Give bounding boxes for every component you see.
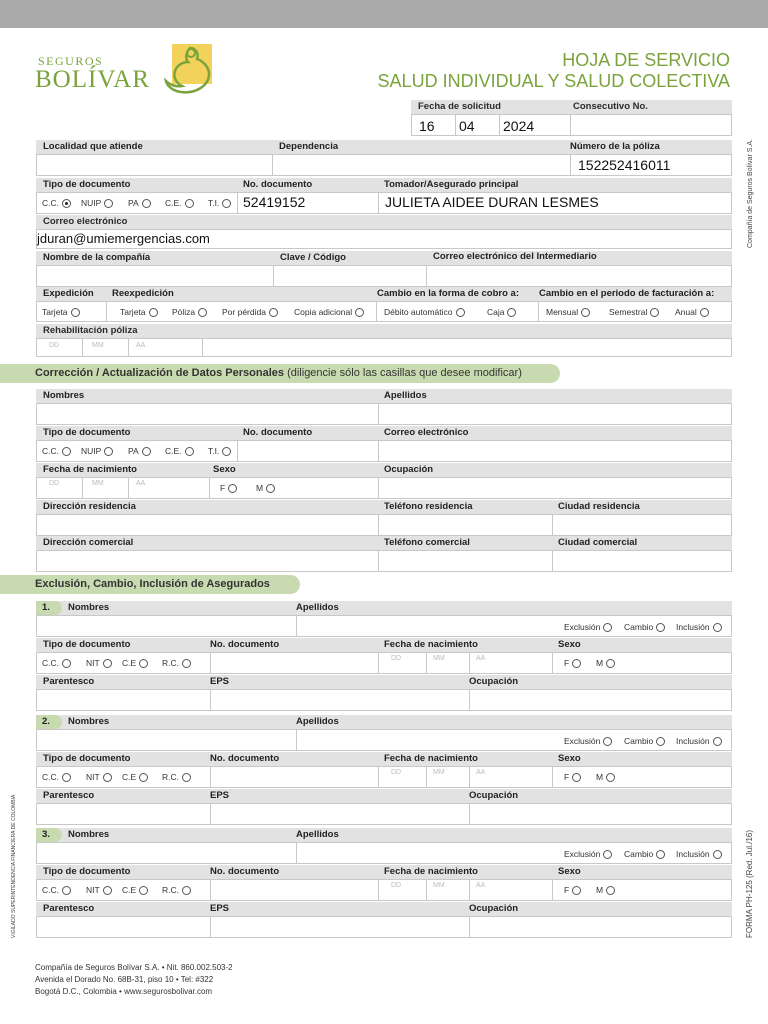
mm-placeholder: MM <box>433 882 445 889</box>
exclusion-option-label: Exclusión <box>564 622 601 632</box>
sexo-m-option[interactable]: M <box>256 482 275 494</box>
nac-mm-field[interactable] <box>82 477 129 499</box>
parentesco-field[interactable] <box>36 803 211 825</box>
doc-option-nit-label: NIT <box>86 885 100 895</box>
radio-icon <box>142 447 151 456</box>
compania-field[interactable] <box>36 265 274 287</box>
radio-icon <box>606 773 615 782</box>
exclusion-option-label: Exclusión <box>564 849 601 859</box>
sexo-f-option[interactable]: F <box>220 482 237 494</box>
tel-res-field[interactable] <box>378 514 553 536</box>
fecha-solicitud-label: Fecha de solicitud <box>411 100 571 114</box>
aa-placeholder: AA <box>136 342 146 349</box>
no-doc-field[interactable] <box>237 440 379 462</box>
radio-icon <box>222 447 231 456</box>
exclusion-option[interactable] <box>564 848 612 860</box>
sexo-f-option-label: F <box>564 885 570 895</box>
doc-option-ti[interactable]: T.I. <box>208 445 231 457</box>
radio-cc-icon <box>62 199 71 208</box>
radio-icon <box>603 850 612 859</box>
apellidos-field[interactable] <box>296 615 732 637</box>
nombres-label: Nombres <box>68 829 110 840</box>
dir-res-field[interactable] <box>36 514 379 536</box>
fecha-aa-value: 2024 <box>503 118 535 134</box>
apellidos-field[interactable] <box>296 842 732 864</box>
doc-option-nuip[interactable]: NUIP <box>81 197 113 209</box>
tel-com-field[interactable] <box>378 550 553 572</box>
top-bar <box>0 0 768 28</box>
apellidos-field[interactable] <box>378 403 732 425</box>
dd-placeholder: DD <box>391 882 402 889</box>
radio-icon <box>222 199 231 208</box>
inclusion-option[interactable] <box>676 621 722 633</box>
radio-icon <box>182 659 191 668</box>
ciudad-res-field[interactable] <box>552 514 732 536</box>
poliza-label: Número de la póliza <box>570 141 660 152</box>
row-label-bar <box>36 715 732 729</box>
radio-icon <box>713 737 722 746</box>
doc-option-ce[interactable]: C.E. <box>165 445 194 457</box>
radio-icon <box>228 484 237 493</box>
exclusion-option-label: Exclusión <box>564 736 601 746</box>
tipo-doc-label: Tipo de documento <box>43 639 131 650</box>
correo-label: Correo electrónico <box>384 427 469 438</box>
doc-option-ce[interactable]: C.E. <box>165 197 194 209</box>
asegurado-number: 2. <box>36 715 62 729</box>
cambio-periodo-label: Cambio en el periodo de facturación a: <box>539 288 715 299</box>
form-title: HOJA DE SERVICIO <box>562 50 730 70</box>
cambio-option[interactable] <box>624 848 665 860</box>
radio-icon <box>266 484 275 493</box>
doc-option-cc-label: C.C. <box>42 658 59 668</box>
sexo-f-option-label: F <box>564 772 570 782</box>
radio-icon <box>139 886 148 895</box>
doc-option-ce[interactable] <box>122 884 148 896</box>
radio-icon <box>603 737 612 746</box>
rehab-mm-field[interactable] <box>82 338 129 357</box>
radio-icon <box>572 659 581 668</box>
correo-intermediario-field[interactable] <box>426 265 732 287</box>
ocupacion-field[interactable] <box>469 916 732 938</box>
tomador-value: JULIETA AIDEE DURAN LESMES <box>385 194 599 210</box>
radio-icon <box>103 886 112 895</box>
tomador-label: Tomador/Asegurado principal <box>384 179 519 190</box>
no-doc-field[interactable] <box>210 652 379 674</box>
sexo-label: Sexo <box>213 464 236 475</box>
ocupacion-label: Ocupación <box>384 464 434 475</box>
poliza-value: 152252416011 <box>578 157 671 173</box>
doc-option-cc-label: C.C. <box>42 885 59 895</box>
bolivar-logo-icon <box>160 40 220 100</box>
radio-icon <box>142 199 151 208</box>
no-doc-label: No. documento <box>243 179 313 190</box>
fecha-mm-value: 04 <box>459 118 475 134</box>
exclusion-option[interactable] <box>564 621 612 633</box>
doc-option-ti[interactable]: T.I. <box>208 197 231 209</box>
doc-option-nit-label: NIT <box>86 658 100 668</box>
cambio-option-label: Cambio <box>624 849 654 859</box>
ocupacion-label: Ocupación <box>469 903 519 914</box>
doc-option-nit[interactable] <box>86 771 112 783</box>
row-label-bar <box>36 675 732 689</box>
doc-option-pa[interactable]: PA <box>128 197 151 209</box>
radio-icon <box>198 308 207 317</box>
radio-icon <box>103 659 112 668</box>
eps-label: EPS <box>210 676 230 687</box>
doc-option-rc-label: R.C. <box>162 658 179 668</box>
doc-option-cc[interactable] <box>42 884 71 896</box>
radio-icon <box>139 773 148 782</box>
radio-icon <box>606 659 615 668</box>
sexo-f-option[interactable] <box>564 884 581 896</box>
tipo-doc-label: Tipo de documento <box>43 753 131 764</box>
localidad-field[interactable] <box>36 154 273 176</box>
cobro-debito-option[interactable]: Débito automático <box>384 306 465 318</box>
mm-placeholder: MM <box>92 342 104 349</box>
fecha-nac-label: Fecha de nacimiento <box>384 639 478 650</box>
doc-option-rc-label: R.C. <box>162 772 179 782</box>
apellidos-label: Apellidos <box>296 602 339 613</box>
no-doc-field[interactable] <box>210 766 379 788</box>
doc-option-ce-label: C.E <box>122 885 137 895</box>
tipo-doc-label: Tipo de documento <box>43 427 131 438</box>
dir-com-label: Dirección comercial <box>43 537 134 548</box>
parentesco-label: Parentesco <box>43 676 95 687</box>
radio-icon <box>62 659 71 668</box>
rehab-dd-field[interactable] <box>36 338 83 357</box>
nombres-label: Nombres <box>68 716 110 727</box>
asegurado-number: 1. <box>36 601 62 615</box>
radio-icon <box>581 308 590 317</box>
doc-option-pa[interactable]: PA <box>128 445 151 457</box>
radio-icon <box>71 308 80 317</box>
consecutivo-label: Consecutivo No. <box>566 100 732 114</box>
ciudad-com-field[interactable] <box>552 550 732 572</box>
side-company-text: Compañía de Seguros Bolívar S.A. <box>747 139 754 248</box>
cambio-cobro-label: Cambio en la forma de cobro a: <box>377 288 519 299</box>
footer-line-3: Bogotá D.C., Colombia • www.segurosbolivar.com <box>35 987 213 996</box>
dd-placeholder: DD <box>49 342 60 349</box>
eps-label: EPS <box>210 903 230 914</box>
radio-icon <box>656 623 665 632</box>
ocupacion-field[interactable] <box>469 689 732 711</box>
radio-icon <box>507 308 516 317</box>
nombres-field[interactable] <box>36 403 379 425</box>
cambio-option[interactable] <box>624 735 665 747</box>
apellidos-label: Apellidos <box>384 390 427 401</box>
brand-name: BOLÍVAR <box>35 66 150 93</box>
radio-icon <box>104 447 113 456</box>
dir-com-field[interactable] <box>36 550 379 572</box>
reexp-tarjeta-option[interactable]: Tarjeta <box>120 306 158 318</box>
no-doc-field[interactable] <box>210 879 379 901</box>
no-doc-label: No. documento <box>210 639 280 650</box>
fecha-dd-value: 16 <box>419 118 435 134</box>
no-doc-value: 52419152 <box>243 194 306 210</box>
rehabilitacion-label: Rehabilitación póliza <box>36 324 732 338</box>
sexo-label: Sexo <box>558 866 581 877</box>
doc-option-ce-label: C.E <box>122 658 137 668</box>
radio-icon <box>650 308 659 317</box>
consecutivo-field[interactable] <box>570 114 732 136</box>
radio-icon <box>185 447 194 456</box>
radio-icon <box>713 623 722 632</box>
ocupacion-field[interactable] <box>378 477 732 499</box>
mm-placeholder: MM <box>433 769 445 776</box>
ocupacion-label: Ocupación <box>469 676 519 687</box>
nac-dd-field[interactable] <box>36 477 83 499</box>
inclusion-option-label: Inclusión <box>676 622 710 632</box>
nac-dd-field[interactable] <box>378 652 427 674</box>
correo-intermediario-label: Correo electrónico del Intermediario <box>433 251 597 262</box>
radio-icon <box>62 773 71 782</box>
doc-option-ce[interactable] <box>122 657 148 669</box>
dd-placeholder: DD <box>49 480 60 487</box>
sexo-m-option[interactable] <box>596 657 615 669</box>
radio-icon <box>603 623 612 632</box>
ocupacion-field[interactable] <box>469 803 732 825</box>
doc-option-nuip[interactable]: NUIP <box>81 445 113 457</box>
sexo-m-option-label: M <box>596 885 604 895</box>
form-code-text: FORMA PH-125 (Red. Jul./16) <box>745 829 754 938</box>
divider <box>106 301 107 322</box>
nombres-label: Nombres <box>68 602 110 613</box>
parentesco-field[interactable] <box>36 916 211 938</box>
doc-option-nit[interactable] <box>86 657 112 669</box>
doc-option-cc[interactable] <box>42 771 71 783</box>
cambio-option-label: Cambio <box>624 736 654 746</box>
aa-placeholder: AA <box>476 655 486 662</box>
dependencia-field[interactable] <box>272 154 571 176</box>
no-doc-label: No. documento <box>210 866 280 877</box>
ocupacion-label: Ocupación <box>469 790 519 801</box>
apellidos-label: Apellidos <box>296 716 339 727</box>
clave-label: Clave / Código <box>280 252 346 263</box>
radio-icon <box>700 308 709 317</box>
row-label-bar <box>36 828 732 842</box>
parentesco-label: Parentesco <box>43 790 95 801</box>
dd-placeholder: DD <box>391 769 402 776</box>
row-label-bar <box>36 902 732 916</box>
apellidos-label: Apellidos <box>296 829 339 840</box>
inclusion-option-label: Inclusión <box>676 736 710 746</box>
dir-res-label: Dirección residencia <box>43 501 136 512</box>
row-label-bar <box>36 789 732 803</box>
aa-placeholder: AA <box>476 769 486 776</box>
radio-icon <box>656 850 665 859</box>
section-exclusion-header: Exclusión, Cambio, Inclusión de Asegurados <box>0 575 300 594</box>
periodo-semestral-option[interactable]: Semestral <box>609 306 659 318</box>
radio-icon <box>139 659 148 668</box>
clave-field[interactable] <box>273 265 427 287</box>
radio-icon <box>182 773 191 782</box>
nombres-field[interactable] <box>36 842 297 864</box>
sexo-f-option-label: F <box>564 658 570 668</box>
tel-com-label: Teléfono comercial <box>384 537 470 548</box>
cobro-caja-option[interactable]: Caja <box>487 306 516 318</box>
dependencia-label: Dependencia <box>279 141 339 152</box>
expedicion-tarjeta-option[interactable]: Tarjeta <box>42 306 80 318</box>
inclusion-option-label: Inclusión <box>676 849 710 859</box>
no-doc-label: No. documento <box>243 427 313 438</box>
reexp-perdida-option[interactable]: Por pérdida <box>222 306 278 318</box>
localidad-label: Localidad que atiende <box>43 141 143 152</box>
correo-value: jduran@umiemergencias.com <box>37 231 210 246</box>
sexo-f-option[interactable] <box>564 657 581 669</box>
radio-icon <box>185 199 194 208</box>
dd-placeholder: DD <box>391 655 402 662</box>
periodo-mensual-option[interactable]: Mensual <box>546 306 590 318</box>
doc-option-cc[interactable] <box>42 657 71 669</box>
footer-line-2: Avenida el Dorado No. 68B-31, piso 10 • Tel: #322 <box>35 975 214 984</box>
doc-option-nit-label: NIT <box>86 772 100 782</box>
sexo-m-option[interactable] <box>596 884 615 896</box>
parentesco-field[interactable] <box>36 689 211 711</box>
sexo-m-option-label: M <box>596 772 604 782</box>
radio-icon <box>182 886 191 895</box>
no-doc-label: No. documento <box>210 753 280 764</box>
radio-icon <box>572 773 581 782</box>
radio-icon <box>62 447 71 456</box>
ciudad-com-label: Ciudad comercial <box>558 537 638 548</box>
inclusion-option[interactable] <box>676 735 722 747</box>
row-label-bar <box>36 601 732 615</box>
compania-label: Nombre de la compañía <box>43 252 151 263</box>
mm-placeholder: MM <box>92 480 104 487</box>
divider <box>538 301 539 322</box>
sexo-m-option[interactable] <box>596 771 615 783</box>
radio-icon <box>103 773 112 782</box>
apellidos-field[interactable] <box>296 729 732 751</box>
fecha-nac-label: Fecha de nacimiento <box>384 753 478 764</box>
correo-label: Correo electrónico <box>36 215 732 229</box>
footer-line-1: Compañía de Seguros Bolívar S.A. • Nit. 860.002.503-2 <box>35 963 233 972</box>
doc-option-rc[interactable] <box>162 771 191 783</box>
sexo-label: Sexo <box>558 639 581 650</box>
mm-placeholder: MM <box>433 655 445 662</box>
nombres-field[interactable] <box>36 615 297 637</box>
radio-icon <box>456 308 465 317</box>
nombres-label: Nombres <box>43 390 85 401</box>
tipo-doc-label: Tipo de documento <box>43 179 131 190</box>
form-subtitle: SALUD INDIVIDUAL Y SALUD COLECTIVA <box>377 71 730 91</box>
tel-res-label: Teléfono residencia <box>384 501 473 512</box>
aa-placeholder: AA <box>136 480 146 487</box>
cambio-option-label: Cambio <box>624 622 654 632</box>
radio-icon <box>355 308 364 317</box>
reexpedicion-label: Reexpedición <box>112 288 174 299</box>
doc-option-cc-label: C.C. <box>42 772 59 782</box>
radio-icon <box>62 886 71 895</box>
nac-dd-field[interactable] <box>378 766 427 788</box>
doc-option-nit[interactable] <box>86 884 112 896</box>
radio-icon <box>713 850 722 859</box>
eps-field[interactable] <box>210 803 470 825</box>
nombres-field[interactable] <box>36 729 297 751</box>
radio-icon <box>606 886 615 895</box>
parentesco-label: Parentesco <box>43 903 95 914</box>
section-correccion-header: Corrección / Actualización de Datos Personales (diligencie sólo las casillas que desee modificar) <box>0 364 560 383</box>
sexo-m-option-label: M <box>596 658 604 668</box>
radio-icon <box>149 308 158 317</box>
exclusion-option[interactable] <box>564 735 612 747</box>
asegurado-number: 3. <box>36 828 62 842</box>
divider <box>376 301 377 322</box>
doc-option-rc[interactable] <box>162 884 191 896</box>
doc-option-ce[interactable] <box>122 771 148 783</box>
vigilado-text: VIGILADO SUPERINTENDENCIA FINANCIERA DE COLOMBIA <box>11 794 17 938</box>
aa-placeholder: AA <box>476 882 486 889</box>
radio-icon <box>104 199 113 208</box>
cambio-option[interactable] <box>624 621 665 633</box>
brand-top-text: SEGUROS <box>38 54 104 68</box>
eps-label: EPS <box>210 790 230 801</box>
doc-option-ce-label: C.E <box>122 772 137 782</box>
periodo-anual-option[interactable]: Anual <box>675 306 709 318</box>
sexo-label: Sexo <box>558 753 581 764</box>
doc-option-rc-label: R.C. <box>162 885 179 895</box>
reexp-copia-option[interactable]: Copia adicional <box>294 306 364 318</box>
radio-icon <box>656 737 665 746</box>
radio-icon <box>572 886 581 895</box>
eps-field[interactable] <box>210 689 470 711</box>
fecha-nac-label: Fecha de nacimiento <box>384 866 478 877</box>
radio-icon <box>269 308 278 317</box>
fecha-nac-label: Fecha de nacimiento <box>43 464 137 475</box>
tipo-doc-label: Tipo de documento <box>43 866 131 877</box>
reexp-poliza-option[interactable]: Póliza <box>172 306 207 318</box>
doc-option-cc[interactable]: C.C. <box>42 197 71 209</box>
expedicion-label: Expedición <box>43 288 94 299</box>
doc-option-rc[interactable] <box>162 657 191 669</box>
sexo-f-option[interactable] <box>564 771 581 783</box>
doc-option-cc[interactable]: C.C. <box>42 445 71 457</box>
inclusion-option[interactable] <box>676 848 722 860</box>
ciudad-res-label: Ciudad residencia <box>558 501 640 512</box>
correo-field[interactable] <box>378 440 732 462</box>
nac-dd-field[interactable] <box>378 879 427 901</box>
eps-field[interactable] <box>210 916 470 938</box>
